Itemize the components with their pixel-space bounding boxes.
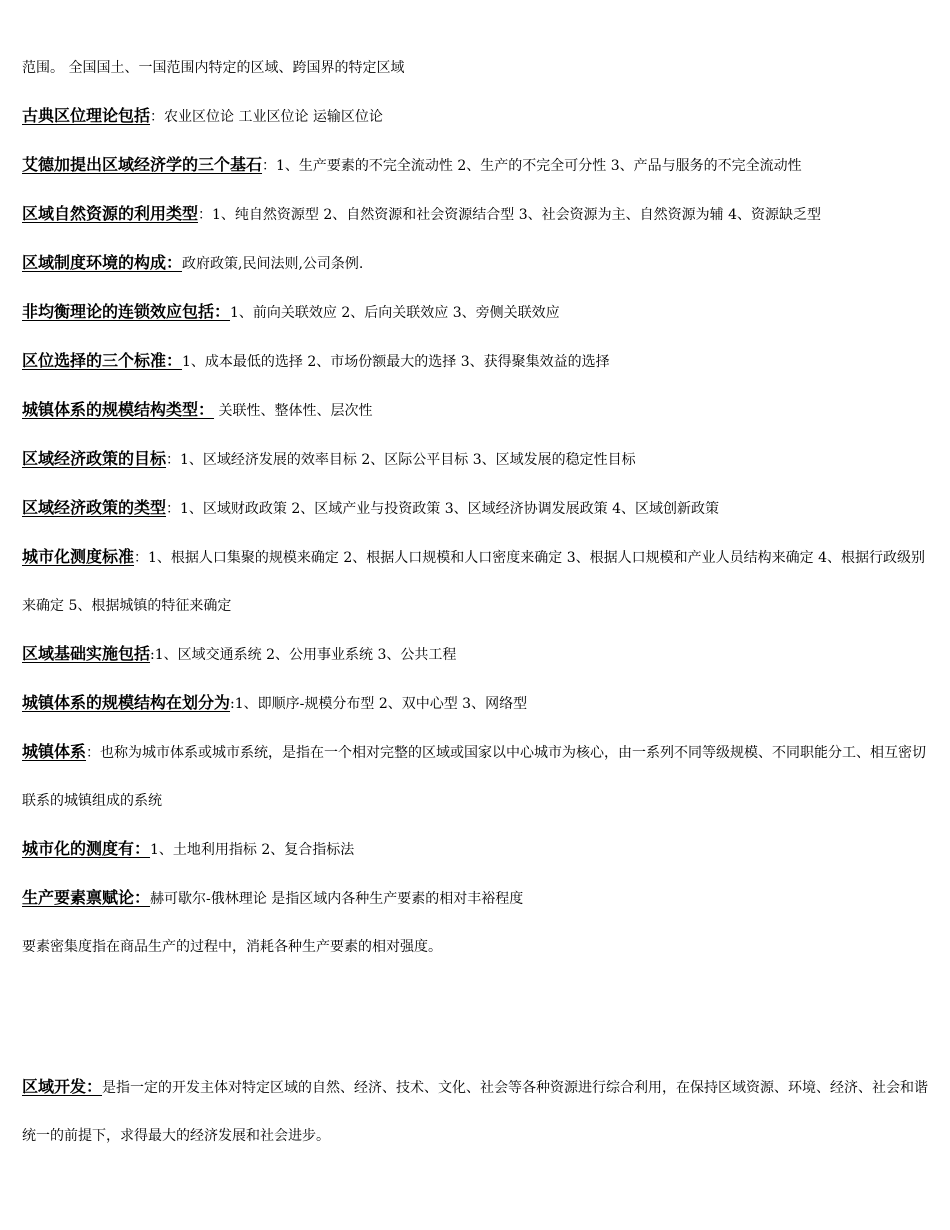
entry-term: 生产要素禀赋论： [22,888,151,907]
entry-linkage-effects [22,288,934,337]
entry-three-cornerstones [22,141,934,190]
entry-natural-resource-types [22,190,934,239]
entry-policy-goals [22,435,934,484]
entry-urbanization-criteria [22,533,934,630]
entry-factor-endowment [22,874,934,923]
entry-policy-types [22,484,934,533]
entry-text: 1、土地利用指标 2、复合指标法 [150,842,355,858]
entry-text: ：也称为城市体系或城市系统，是指在一个相对完整的区域或国家以中心城市为核心，由一系列不同等级规模、不同职能分工、相互密切联系的城镇组成的系统 [22,745,927,809]
entry-text: ：农业区位论 工业区位论 运输区位论 [150,109,383,125]
entry-text: ：1、根据人口集聚的规模来确定 2、根据人口规模和人口密度来确定 3、根据人口规模和产业人员结构来确定 4、根据行政级别来确定 5、根据城镇的特征来确定 [22,550,925,614]
entry-text: ：1、生产要素的不完全流动性 2、生产的不完全可分性 3、产品与服务的不完全流动性 [262,158,802,174]
entry-term: 区域经济政策的类型 [22,498,167,517]
entry-infrastructure [22,630,934,679]
entry-term: 城镇体系 [22,742,87,761]
entry-text: 要素密集度指在商品生产的过程中，消耗各种生产要素的相对强度。 [22,939,442,955]
entry-term: 城市化的测度有： [22,839,151,858]
entry-text: 是指一定的开发主体对特定区域的自然、经济、技术、文化、社会等各种资源进行综合利用，在保持区域资源、环境、经济、社会和谐统一的前提下，求得最大的经济发展和社会进步。 [22,1080,929,1144]
entry-text: 1、成本最低的选择 2、市场份额最大的选择 3、获得聚集效益的选择 [182,354,610,370]
entry-text: 政府政策,民间法则,公司条例. [182,256,364,272]
entry-text: ：1、区域经济发展的效率目标 2、区际公平目标 3、区域发展的稳定性目标 [166,452,636,468]
entry-text: ：1、区域财政政策 2、区域产业与投资政策 3、区域经济协调发展政策 4、区域创新政策 [166,501,719,517]
entry-urbanization-measures [22,825,934,874]
entry-term: 古典区位理论包括 [22,106,151,125]
entry-text: 范围。 全国国土、一国范围内特定的区域、跨国界的特定区域 [22,60,405,76]
entry-term: 区域基础实施包括 [22,644,151,663]
entry-text: ：1、纯自然资源型 2、自然资源和社会资源结合型 3、社会资源为主、自然资源为辅 4、资源缺乏型 [198,207,821,223]
entry-term: 艾德加提出区域经济学的三个基石 [22,155,263,174]
blank-space [22,971,934,1063]
entry-scope [22,44,934,92]
entry-text: 赫可歇尔-俄林理论 是指区域内各种生产要素的相对丰裕程度 [150,891,524,907]
entry-term: 区域制度环境的构成： [22,253,183,272]
entry-classical-location-theory [22,92,934,141]
entry-text: 关联性、整体性、层次性 [214,403,373,419]
entry-term: 区域自然资源的利用类型 [22,204,199,223]
entry-term: 区位选择的三个标准： [22,351,183,370]
document-page [22,0,934,1160]
entry-term: 非均衡理论的连锁效应包括： [22,302,231,321]
entry-factor-intensity [22,923,934,971]
entry-scale-structure-division [22,679,934,728]
entry-urban-system-scale-types [22,386,934,435]
entry-text: :1、即顺序-规模分布型 2、双中心型 3、网络型 [230,696,528,712]
entry-location-criteria [22,337,934,386]
entry-term: 区域经济政策的目标 [22,449,167,468]
entry-urban-system [22,728,934,825]
entry-term: 城镇体系的规模结构类型： [22,400,215,419]
entry-term: 城市化测度标准 [22,547,135,566]
entry-text: :1、区域交通系统 2、公用事业系统 3、公共工程 [150,647,457,663]
entry-term: 区域开发： [22,1077,103,1096]
entry-institutional-environment [22,239,934,288]
entry-term: 城镇体系的规模结构在划分为 [22,693,231,712]
entry-regional-development [22,1063,934,1160]
entry-text: 1、前向关联效应 2、后向关联效应 3、旁侧关联效应 [230,305,560,321]
